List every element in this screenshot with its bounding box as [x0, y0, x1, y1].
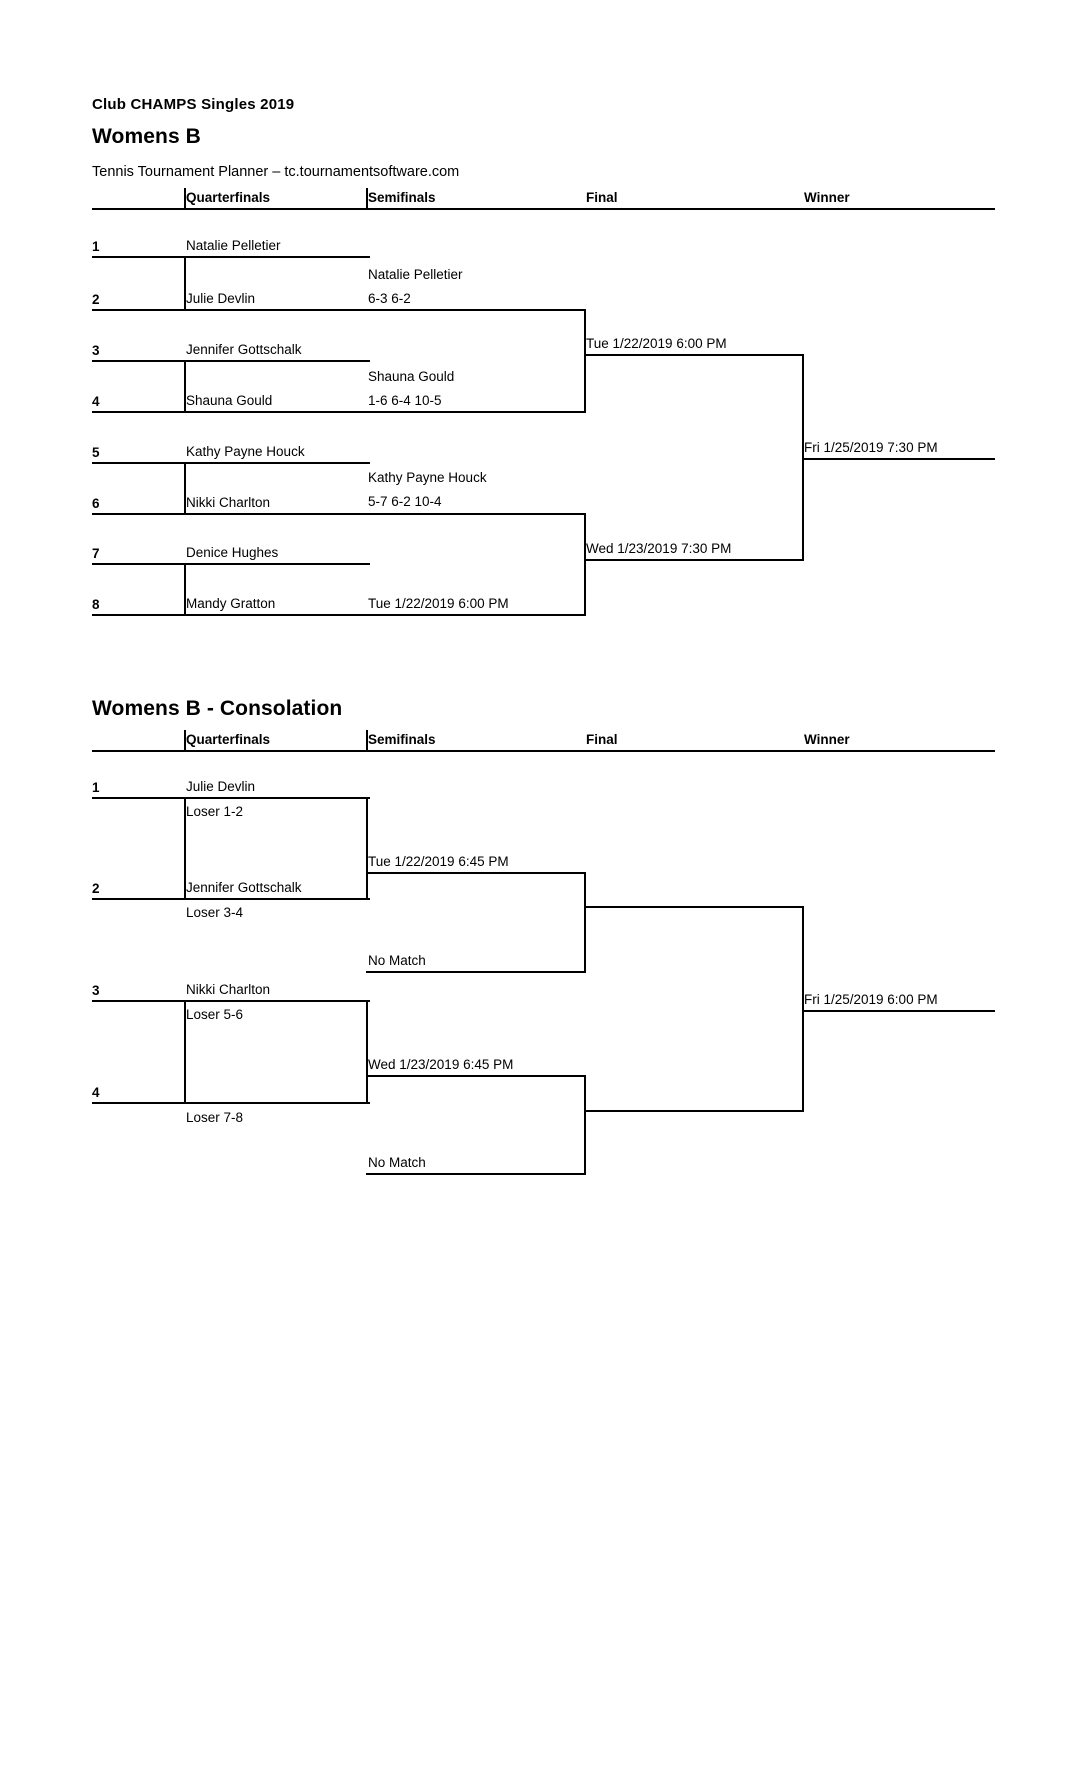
- consolation-seed-number: 1: [92, 780, 100, 795]
- match-rule: [584, 354, 804, 356]
- match-rule: [584, 559, 804, 561]
- bracket-connector: [184, 360, 186, 413]
- consolation-semifinal-result: No Match: [368, 953, 426, 968]
- match-rule: [92, 411, 370, 413]
- bracket-connector: [366, 797, 368, 900]
- bracket-connector: [584, 513, 586, 616]
- match-rule: [366, 614, 586, 616]
- match-rule: [92, 1000, 370, 1002]
- bracket-connector: [184, 1000, 186, 1104]
- bracket-connector: [584, 872, 586, 972]
- match-rule: [92, 462, 370, 464]
- consolation-semifinal-result: No Match: [368, 1155, 426, 1170]
- seed-number: 3: [92, 343, 100, 358]
- consolation-semifinal-schedule: Wed 1/23/2019 6:45 PM: [368, 1057, 514, 1072]
- match-rule: [366, 513, 586, 515]
- match-rule: [366, 309, 586, 311]
- seed-number: 2: [92, 292, 100, 307]
- consolation-source-note: Loser 1-2: [186, 804, 244, 819]
- bracket-connector: [584, 1075, 586, 1174]
- semifinal-score: 6-3 6-2: [368, 291, 411, 306]
- match-rule: [366, 971, 586, 973]
- consolation-player-name: Nikki Charlton: [186, 982, 271, 997]
- semifinal-schedule: Tue 1/22/2019 6:00 PM: [368, 596, 509, 611]
- consolation-header-divider-2: [366, 730, 368, 752]
- player-name: Julie Devlin: [186, 291, 256, 306]
- match-rule: [92, 614, 370, 616]
- bracket-connector: [184, 462, 186, 515]
- winner-schedule: Fri 1/25/2019 7:30 PM: [804, 440, 938, 455]
- consolation-player-name: Julie Devlin: [186, 779, 256, 794]
- match-rule: [802, 458, 995, 460]
- consolation-seed-number: 3: [92, 983, 100, 998]
- consolation-title: Womens B - Consolation: [92, 697, 343, 720]
- player-name: Shauna Gould: [186, 393, 273, 408]
- header-rule: [92, 208, 995, 210]
- player-name: Nikki Charlton: [186, 495, 271, 510]
- consolation-column-header-quarterfinals: Quarterfinals: [186, 732, 271, 747]
- header-divider-2: [366, 188, 368, 210]
- column-header-semifinals: Semifinals: [368, 190, 436, 205]
- page-title: Club CHAMPS Singles 2019: [92, 96, 295, 113]
- player-name: Natalie Pelletier: [186, 238, 281, 253]
- match-rule: [366, 411, 586, 413]
- column-header-final: Final: [586, 190, 618, 205]
- bracket-connector: [584, 309, 586, 413]
- player-name: Mandy Gratton: [186, 596, 276, 611]
- match-rule: [92, 256, 370, 258]
- column-header-quarterfinals: Quarterfinals: [186, 190, 271, 205]
- event-title: Womens B: [92, 125, 201, 148]
- consolation-column-header-final: Final: [586, 732, 618, 747]
- match-rule: [92, 1102, 370, 1104]
- consolation-source-note: Loser 7-8: [186, 1110, 244, 1125]
- match-rule: [366, 1075, 586, 1077]
- match-rule: [92, 309, 370, 311]
- match-rule: [366, 872, 586, 874]
- match-rule: [366, 1173, 586, 1175]
- player-name: Denice Hughes: [186, 545, 279, 560]
- seed-number: 4: [92, 394, 100, 409]
- bracket-connector: [184, 797, 186, 900]
- semifinal-score: 5-7 6-2 10-4: [368, 494, 442, 509]
- consolation-source-note: Loser 5-6: [186, 1007, 244, 1022]
- consolation-column-header-semifinals: Semifinals: [368, 732, 436, 747]
- match-rule: [92, 563, 370, 565]
- match-rule: [92, 360, 370, 362]
- consolation-seed-number: 2: [92, 881, 100, 896]
- player-name: Kathy Payne Houck: [186, 444, 305, 459]
- consolation-header-rule: [92, 750, 995, 752]
- match-rule: [92, 797, 370, 799]
- semifinal-player-name: Natalie Pelletier: [368, 267, 463, 282]
- final-schedule: Wed 1/23/2019 7:30 PM: [586, 541, 732, 556]
- consolation-player-name: Jennifer Gottschalk: [186, 880, 302, 895]
- column-header-winner: Winner: [804, 190, 850, 205]
- seed-number: 7: [92, 546, 100, 561]
- bracket-connector: [366, 1000, 368, 1104]
- consolation-column-header-winner: Winner: [804, 732, 850, 747]
- bracket-connector: [802, 906, 804, 1111]
- consolation-semifinal-schedule: Tue 1/22/2019 6:45 PM: [368, 854, 509, 869]
- match-rule: [92, 898, 370, 900]
- match-rule: [92, 513, 370, 515]
- seed-number: 5: [92, 445, 100, 460]
- seed-number: 8: [92, 597, 100, 612]
- semifinal-player-name: Shauna Gould: [368, 369, 455, 384]
- match-rule: [584, 906, 804, 908]
- source-line: Tennis Tournament Planner – tc.tournamentsoftware.com: [92, 164, 460, 180]
- seed-number: 6: [92, 496, 100, 511]
- match-rule: [802, 1010, 995, 1012]
- consolation-winner-schedule: Fri 1/25/2019 6:00 PM: [804, 992, 938, 1007]
- semifinal-score: 1-6 6-4 10-5: [368, 393, 442, 408]
- consolation-seed-number: 4: [92, 1085, 100, 1100]
- bracket-connector: [184, 256, 186, 311]
- consolation-source-note: Loser 3-4: [186, 905, 244, 920]
- bracket-connector: [802, 354, 804, 560]
- player-name: Jennifer Gottschalk: [186, 342, 302, 357]
- final-schedule: Tue 1/22/2019 6:00 PM: [586, 336, 727, 351]
- seed-number: 1: [92, 239, 100, 254]
- bracket-connector: [184, 563, 186, 616]
- match-rule: [584, 1110, 804, 1112]
- semifinal-player-name: Kathy Payne Houck: [368, 470, 487, 485]
- header-divider-1: [184, 188, 186, 210]
- consolation-header-divider-1: [184, 730, 186, 752]
